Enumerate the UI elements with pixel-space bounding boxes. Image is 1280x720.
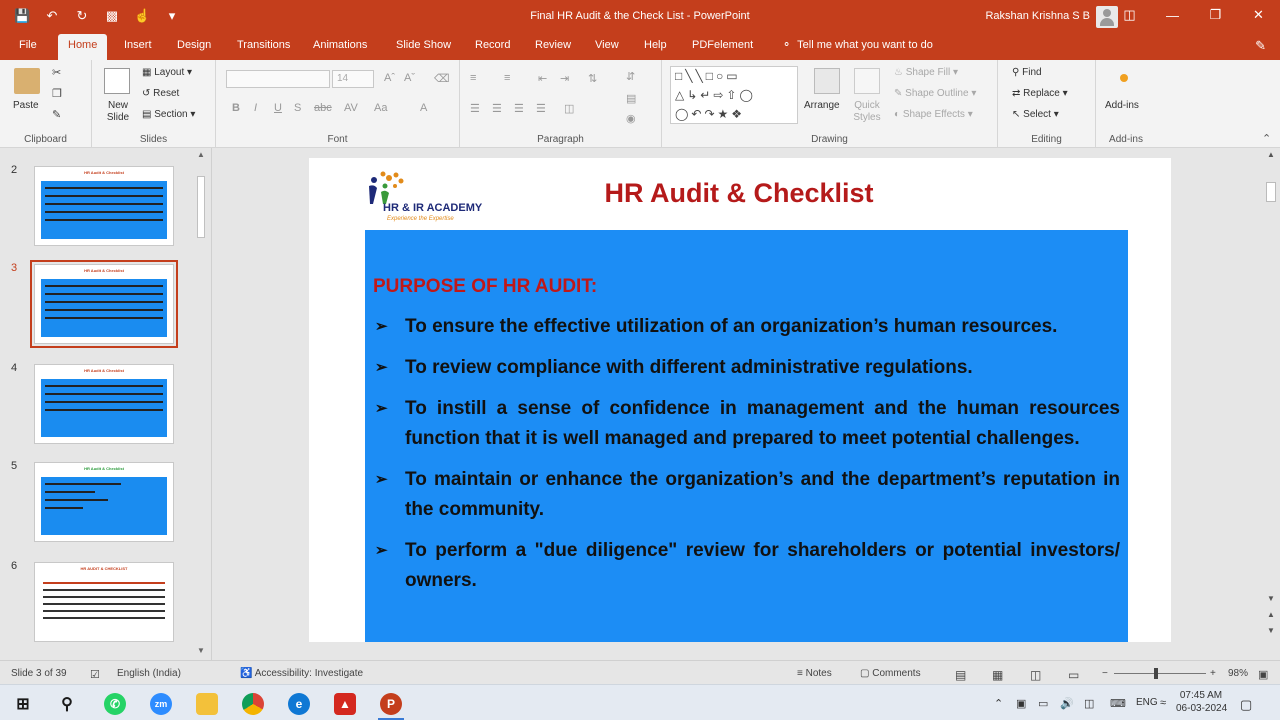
slide-editing-area: [213, 148, 1262, 660]
academy-logo: [365, 166, 515, 228]
fit-to-window-icon[interactable]: ▣: [1258, 669, 1269, 681]
change-case-icon[interactable]: Aa: [374, 102, 388, 114]
tab-design[interactable]: Design: [177, 39, 212, 51]
bullet-text: To ensure the effective utilization of an organization’s human resources.: [405, 316, 1058, 337]
zoom-slider-handle[interactable]: [1154, 668, 1158, 679]
find-button[interactable]: [1012, 67, 1042, 78]
wifi-icon[interactable]: ≈: [1160, 697, 1167, 709]
shape-fill-label: Shape Fill: [905, 67, 951, 78]
normal-view-icon[interactable]: ▤: [955, 668, 967, 682]
logo-text: HR & IR ACADEMY: [383, 202, 483, 214]
edge-icon[interactable]: e: [288, 693, 310, 715]
thumbnail-title: HR Audit & Checklist: [84, 368, 124, 373]
customize-qat-icon[interactable]: ▾: [168, 8, 176, 23]
zoom-in-icon[interactable]: +: [1210, 668, 1216, 679]
zoom-app-icon[interactable]: zm: [150, 693, 172, 715]
font-color-icon[interactable]: A: [420, 102, 428, 114]
quick-styles-icon[interactable]: [854, 68, 880, 94]
bullet-item: [373, 394, 1120, 454]
spell-check-icon[interactable]: ☑: [90, 669, 100, 681]
font-name-combo[interactable]: [226, 70, 330, 88]
bullet-text: To review compliance with different administrative regulations.: [405, 357, 973, 378]
scroll-down-icon[interactable]: ▼: [197, 646, 205, 655]
bullets-icon[interactable]: ≡: [470, 72, 477, 84]
reset-icon: ↺: [142, 88, 151, 99]
clock-date: 06-03-2024: [1176, 703, 1228, 714]
justify-icon[interactable]: ☰: [536, 103, 546, 115]
maximize-icon[interactable]: ❐: [1209, 7, 1222, 22]
tab-slide-show[interactable]: Slide Show: [396, 39, 452, 51]
bullet-item: [373, 312, 1120, 342]
scroll-up-icon[interactable]: ▲: [197, 150, 205, 159]
tab-view[interactable]: View: [595, 39, 619, 51]
battery-icon[interactable]: ◫: [1084, 698, 1095, 710]
ribbon-tabs: [0, 34, 1280, 60]
italic-icon[interactable]: I: [254, 102, 258, 114]
shapes-gallery[interactable]: □╲╲□○▭ △↳↵⇨⇧◯ ◯↶↷★❖: [670, 66, 798, 124]
thumbnail-number: 6: [11, 560, 18, 572]
section-label: Section: [154, 109, 188, 120]
slide-thumbnail-6[interactable]: [34, 562, 174, 642]
slide-title[interactable]: HR Audit & Checklist: [604, 178, 874, 208]
shape-outline-label: Shape Outline: [905, 88, 969, 99]
next-slide-icon[interactable]: ▼: [1267, 626, 1275, 635]
title-bar: [0, 0, 1280, 34]
drawing-label: Drawing: [811, 134, 848, 145]
paragraph-group: [460, 60, 662, 148]
logo-graphic: [365, 166, 409, 206]
arrange-icon[interactable]: [814, 68, 840, 94]
save-icon[interactable]: 💾: [14, 8, 31, 23]
keyboard-icon[interactable]: ⌨: [1110, 698, 1126, 710]
volume-icon[interactable]: 🔊: [1060, 698, 1074, 710]
shape-outline-button[interactable]: ✎ Shape Outline ▾: [894, 88, 977, 99]
slide-thumbnail-2[interactable]: [34, 166, 174, 246]
smartart-icon[interactable]: ◉: [626, 113, 636, 125]
network-tray-icon[interactable]: ▣: [1016, 698, 1027, 710]
font-size-combo[interactable]: 14: [332, 70, 374, 88]
shape-fill-button[interactable]: ♨ Shape Fill ▾: [894, 67, 959, 78]
quick-styles-button[interactable]: Quick Styles: [853, 100, 881, 123]
shape-effects-button[interactable]: ◐ Shape Effects ▾: [894, 109, 973, 120]
slide-sorter-icon[interactable]: ▦: [992, 668, 1004, 682]
monitor-tray-icon[interactable]: ▭: [1038, 698, 1049, 710]
arrow-bullet-icon: ➢: [375, 542, 388, 559]
layout-button[interactable]: ▦ Layout ▾: [142, 67, 193, 78]
arrow-bullet-icon: ➢: [375, 318, 388, 335]
search-icon: ⚲: [1012, 67, 1020, 78]
thumbnail-number: 5: [11, 460, 18, 472]
notes-icon: ≡: [797, 668, 803, 679]
paragraph-label: Paragraph: [537, 134, 584, 145]
comment-icon: ▢: [860, 668, 870, 679]
notes-label: Notes: [805, 668, 832, 679]
lightbulb-icon: ⚬: [782, 39, 792, 51]
language-indicator[interactable]: English (India): [117, 668, 181, 679]
undo-icon[interactable]: ↶: [46, 8, 58, 23]
windows-start-icon[interactable]: ⊞: [16, 696, 30, 713]
select-button[interactable]: ↖ Select ▾: [1012, 109, 1059, 120]
slide-thumbnail-5[interactable]: [34, 462, 174, 542]
input-language[interactable]: ENG: [1136, 697, 1158, 708]
accessibility-icon: ♿: [240, 668, 253, 679]
acrobat-icon[interactable]: ▲: [334, 693, 356, 715]
tab-animations[interactable]: Animations: [313, 39, 368, 51]
text-direction-icon[interactable]: ⇵: [626, 71, 636, 83]
font-label: Font: [327, 134, 348, 145]
thumbnail-content: [41, 279, 167, 337]
editing-group: [998, 60, 1096, 148]
bullet-item: [373, 465, 1120, 525]
select-label: Select: [1023, 109, 1051, 120]
ribbon-display-options-icon[interactable]: ◫: [1123, 7, 1136, 22]
layout-label: Layout: [154, 67, 185, 78]
cut-icon[interactable]: ✂: [52, 67, 62, 79]
paste-icon[interactable]: [14, 68, 40, 94]
editing-label: Editing: [1031, 134, 1062, 145]
addins-button[interactable]: Add-ins: [1105, 100, 1139, 111]
thumbnail-scrollbar[interactable]: [193, 148, 209, 660]
reset-button[interactable]: [142, 88, 179, 99]
decrease-font-icon[interactable]: Aˇ: [404, 72, 415, 84]
thumbnail-title: HR Audit & Checklist: [84, 466, 124, 471]
windows-taskbar: [0, 684, 1280, 720]
increase-font-icon[interactable]: Aˆ: [384, 72, 395, 84]
slides-label: Slides: [139, 134, 168, 145]
section-icon: ▤: [142, 109, 152, 120]
window-controls: [1108, 0, 1280, 30]
clear-formatting-icon[interactable]: ⌫: [434, 73, 450, 85]
document-title: Final HR Audit & the Check List - PowerPoint: [530, 10, 750, 22]
tab-transitions[interactable]: Transitions: [237, 39, 291, 51]
numbering-icon[interactable]: ≡: [504, 72, 511, 84]
current-slide[interactable]: [309, 158, 1171, 642]
reading-view-icon[interactable]: ◫: [1030, 668, 1042, 682]
slide-counter: Slide 3 of 39: [11, 668, 67, 679]
redo-icon[interactable]: ↻: [76, 8, 88, 23]
zoom-level[interactable]: 98%: [1228, 668, 1249, 679]
strikethrough-icon[interactable]: abc: [314, 102, 332, 114]
arrow-bullet-icon: ➢: [375, 400, 388, 417]
notifications-icon[interactable]: ▢: [1240, 697, 1253, 712]
align-text-icon[interactable]: ▤: [626, 93, 637, 105]
align-right-icon[interactable]: ☰: [514, 103, 524, 115]
scroll-thumb[interactable]: [1266, 182, 1276, 202]
previous-slide-icon[interactable]: ▲: [1267, 610, 1275, 619]
comments-label: Comments: [872, 668, 921, 679]
paint-bucket-icon: ♨: [894, 67, 903, 78]
arrow-bullet-icon: ➢: [375, 359, 388, 376]
layout-icon: ▦: [142, 67, 152, 78]
arrow-bullet-icon: ➢: [375, 471, 388, 488]
thumbnail-number: 2: [11, 164, 18, 176]
tab-review[interactable]: Review: [535, 39, 572, 51]
new-slide-icon[interactable]: [104, 68, 130, 94]
thumbnail-content: [41, 477, 167, 535]
slide-thumbnail-pane: [0, 148, 212, 660]
line-spacing-icon[interactable]: ⇅: [588, 73, 598, 85]
thumbnail-title: HR Audit & Checklist: [84, 170, 124, 175]
bold-icon[interactable]: B: [232, 102, 240, 114]
chrome-icon[interactable]: [242, 693, 264, 715]
powerpoint-icon[interactable]: P: [380, 693, 402, 715]
replace-label: Replace: [1023, 88, 1060, 99]
thumbnail-content: [41, 181, 167, 239]
bullet-text: To maintain or enhance the organization’s and the department’s reputation in the community.: [405, 469, 1120, 520]
scroll-down-icon[interactable]: ▼: [1267, 594, 1275, 603]
pen-icon: ✎: [894, 88, 903, 99]
comments-icon[interactable]: ✎: [1255, 38, 1266, 53]
columns-icon[interactable]: ◫: [564, 103, 575, 115]
notes-button[interactable]: [797, 668, 832, 679]
logo-tagline: Experience the Expertise: [387, 216, 454, 222]
character-spacing-icon[interactable]: AV: [344, 102, 358, 114]
comments-button[interactable]: [860, 668, 921, 679]
clock-time: 07:45 AM: [1179, 690, 1223, 701]
tab-record[interactable]: Record: [475, 39, 511, 51]
drawing-group: [662, 60, 998, 148]
clock[interactable]: [1176, 689, 1226, 715]
increase-indent-icon[interactable]: ⇥: [560, 73, 570, 85]
paste-button[interactable]: Paste: [13, 100, 39, 111]
tab-insert[interactable]: Insert: [124, 39, 152, 51]
bullet-text: To perform a "due diligence" review for shareholders or potential investors/ owners.: [405, 540, 1120, 591]
user-name[interactable]: Rakshan Krishna S B: [985, 10, 1090, 22]
zoom-out-icon[interactable]: −: [1102, 668, 1108, 679]
search-icon[interactable]: ⚲: [61, 696, 73, 713]
status-bar: [0, 660, 1280, 684]
close-icon[interactable]: ✕: [1253, 7, 1264, 22]
thumbnail-title: HR AUDIT & CHECKLIST: [80, 566, 128, 571]
slide-scrollbar[interactable]: [1262, 148, 1280, 660]
tell-me-label: Tell me what you want to do: [797, 39, 933, 51]
section-button[interactable]: ▤ Section ▾: [142, 109, 196, 120]
thumbnail-number: 3: [11, 262, 18, 274]
reset-label: Reset: [153, 88, 180, 99]
ribbon: [0, 60, 1280, 148]
underline-icon[interactable]: U: [274, 102, 282, 114]
scroll-up-icon[interactable]: ▲: [1267, 150, 1275, 159]
align-center-icon[interactable]: ☰: [492, 103, 502, 115]
thumbnail-content: [41, 379, 167, 437]
whatsapp-icon[interactable]: ✆: [104, 693, 126, 715]
tab-pdfelement[interactable]: PDFelement: [692, 39, 754, 51]
decrease-indent-icon[interactable]: ⇤: [538, 73, 548, 85]
align-left-icon[interactable]: ☰: [470, 103, 480, 115]
content-box[interactable]: [365, 230, 1128, 642]
show-hidden-icons-icon[interactable]: ⌃: [994, 698, 1004, 710]
bullet-item: [373, 536, 1120, 596]
bullet-item: [373, 353, 1120, 383]
accessibility-status[interactable]: [240, 668, 363, 679]
replace-icon: ⇄: [1012, 88, 1021, 99]
accessibility-label: Accessibility: Investigate: [254, 668, 364, 679]
clipboard-label: Clipboard: [24, 134, 67, 145]
tab-help[interactable]: Help: [644, 39, 667, 51]
scroll-thumb[interactable]: [197, 176, 205, 238]
find-label: Find: [1022, 67, 1042, 78]
touch-mode-icon[interactable]: ☝: [134, 8, 151, 23]
thumbnail-number: 4: [11, 362, 18, 374]
format-painter-icon[interactable]: ✎: [52, 109, 62, 121]
new-slide-button[interactable]: New Slide: [106, 100, 130, 123]
replace-button[interactable]: ⇄ Replace ▾: [1012, 88, 1068, 99]
tell-me-search[interactable]: [782, 38, 933, 51]
select-icon: ↖: [1012, 109, 1021, 120]
addins-label: Add-ins: [1109, 134, 1143, 145]
file-explorer-icon[interactable]: [196, 693, 218, 715]
thumbnail-content: [41, 577, 167, 635]
zoom-slider[interactable]: [1114, 673, 1206, 674]
addins-icon[interactable]: [1120, 74, 1128, 82]
effects-icon: ◐: [894, 109, 901, 120]
addins-group: [1096, 60, 1156, 148]
slide-thumbnail-4[interactable]: [34, 364, 174, 444]
slideshow-view-icon[interactable]: ▭: [1068, 668, 1080, 682]
arrange-button[interactable]: Arrange: [804, 100, 840, 111]
minimize-icon[interactable]: —: [1166, 7, 1179, 23]
thumbnail-title: HR Audit & Checklist: [84, 268, 124, 273]
start-from-beginning-icon[interactable]: ▩: [105, 8, 119, 23]
collapse-ribbon-icon[interactable]: ⌃: [1262, 133, 1272, 145]
slides-group: [92, 60, 216, 148]
shadow-icon[interactable]: S: [294, 102, 302, 114]
shape-effects-label: Shape Effects: [902, 109, 965, 120]
section-heading: PURPOSE OF HR AUDIT:: [373, 276, 598, 297]
slide-thumbnail-3[interactable]: [34, 264, 174, 344]
font-group: [216, 60, 460, 148]
bullet-text: To instill a sense of confidence in management and the human resources function that it is well managed and prepared to meet potential challenges.: [405, 398, 1120, 449]
copy-icon[interactable]: ❐: [52, 88, 62, 100]
tab-file[interactable]: File: [19, 39, 37, 51]
clipboard-group: [0, 60, 92, 148]
tab-home[interactable]: Home: [58, 34, 107, 60]
